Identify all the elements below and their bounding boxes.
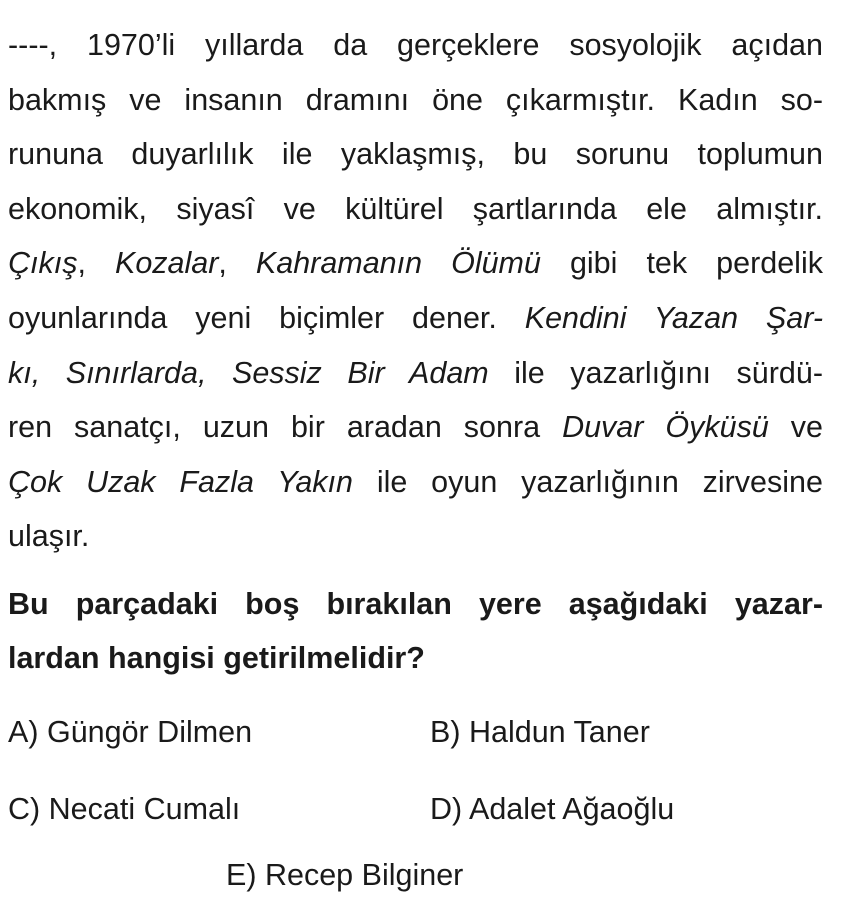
passage-text — [8, 18, 823, 564]
passage-line: rununa duyarlılık ile yaklaşmış, bu sorunu toplumun — [8, 137, 823, 172]
work-title: Kozalar — [114, 246, 219, 281]
option-e[interactable]: E) Recep Bilginer — [226, 858, 464, 892]
work-title: Kendini Yazan Şar- — [524, 300, 823, 335]
option-b[interactable]: B) Haldun Taner — [430, 715, 650, 749]
question-stem — [8, 577, 823, 685]
option-a[interactable]: A) Güngör Dilmen — [8, 715, 253, 749]
passage-line: ulaşır. — [8, 519, 90, 554]
passage-line: bakmış ve insanın dramını öne çıkarmıştır. Kadın so- — [8, 82, 823, 117]
option-d[interactable]: D) Adalet Ağaoğlu — [430, 792, 675, 826]
question-line: Bu parçadaki boş bırakılan yere aşağıdaki yazar- — [8, 587, 823, 621]
work-title: Çıkış — [8, 246, 78, 281]
question-line: lardan hangisi getirilmelidir? — [8, 641, 425, 675]
option-c[interactable]: C) Necati Cumalı — [8, 792, 241, 826]
passage-line: Çıkış, Kozalar, Kahramanın Ölümü gibi tek perdelik — [8, 246, 823, 281]
passage-line: oyunlarında yeni biçimler dener. Kendini Yazan Şar- — [8, 300, 823, 335]
passage-line: ----, 1970’li yıllarda da gerçeklere sosyolojik açıdan — [8, 28, 823, 62]
passage-line: ren sanatçı, uzun bir aradan sonra Duvar Öyküsü ve — [8, 410, 824, 445]
work-title: Duvar Öyküsü — [562, 410, 769, 445]
passage-line: kı, Sınırlarda, Sessiz Bir Adam ile yazarlığını sürdü- — [8, 355, 824, 390]
passage-line: Çok Uzak Fazla Yakın ile oyun yazarlığının zirvesine — [8, 464, 823, 499]
work-title: Kahramanın Ölümü — [255, 246, 541, 281]
work-title: kı, Sınırlarda, Sessiz Bir Adam — [8, 355, 489, 390]
passage-line: ekonomik, siyasî ve kültürel şartlarında ele almıştır. — [8, 191, 823, 226]
work-title: Çok Uzak Fazla Yakın — [8, 464, 353, 499]
